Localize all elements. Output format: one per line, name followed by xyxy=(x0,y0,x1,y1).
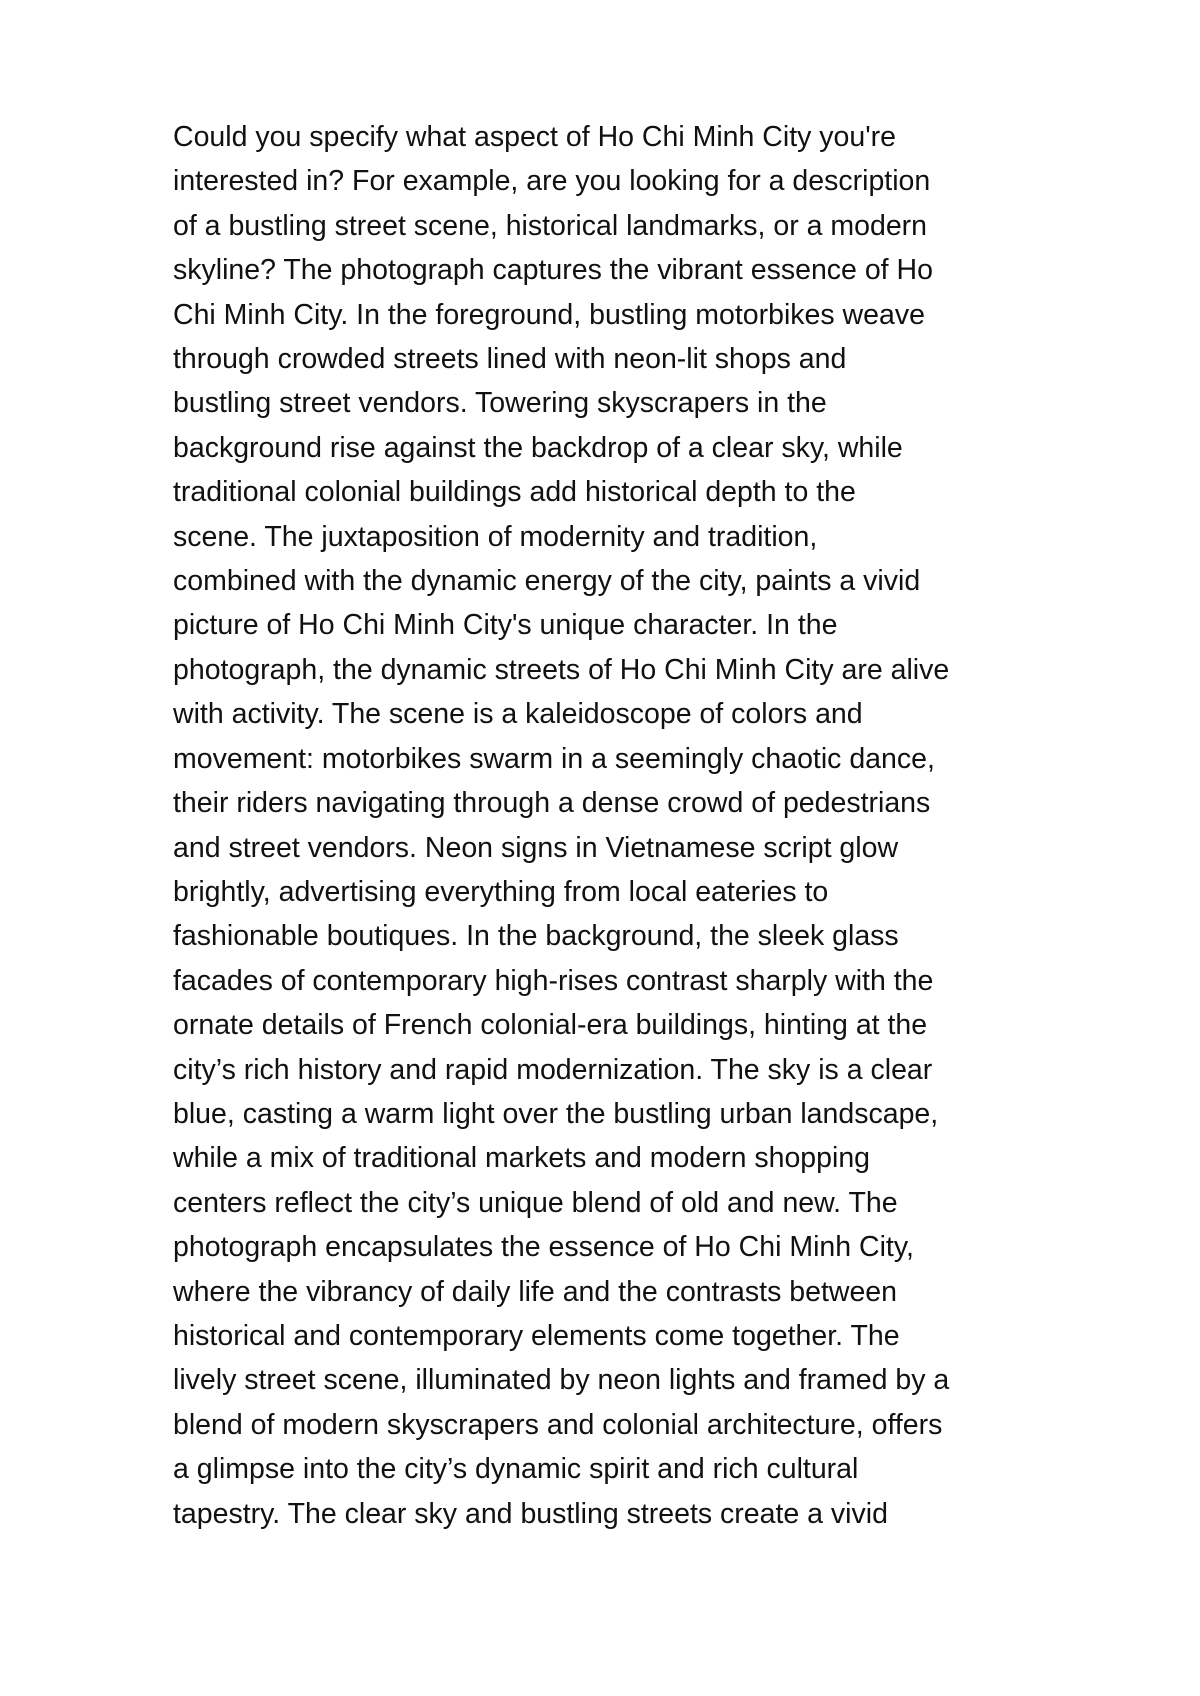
text-line: Chi Minh City. In the foreground, bustling motorbikes weave xyxy=(173,298,925,331)
text-line: skyline? The photograph captures the vibrant essence of Ho xyxy=(173,254,933,287)
text-line: photograph, the dynamic streets of Ho Chi Minh City are alive xyxy=(173,653,950,686)
text-line: while a mix of traditional markets and modern shopping xyxy=(173,1142,871,1175)
text-line: city’s rich history and rapid modernization. The sky is a clear xyxy=(173,1053,933,1086)
text-line: facades of contemporary high-rises contrast sharply with the xyxy=(173,964,934,997)
text-line: blend of modern skyscrapers and colonial architecture, offers xyxy=(173,1408,943,1441)
text-line: their riders navigating through a dense crowd of pedestrians xyxy=(173,787,931,820)
text-line: combined with the dynamic energy of the city, paints a vivid xyxy=(173,565,921,598)
text-line: bustling street vendors. Towering skyscrapers in the xyxy=(173,387,827,420)
text-line: Could you specify what aspect of Ho Chi Minh City you're xyxy=(173,121,897,153)
text-line: centers reflect the city’s unique blend of old and new. The xyxy=(173,1186,898,1219)
text-line: ornate details of French colonial-era buildings, hinting at the xyxy=(173,1009,928,1042)
text-line: brightly, advertising everything from local eateries to xyxy=(173,875,829,908)
text-line: blue, casting a warm light over the bustling urban landscape, xyxy=(173,1097,939,1130)
text-line: with activity. The scene is a kaleidoscope of colors and xyxy=(173,698,863,731)
text-line: scene. The juxtaposition of modernity and tradition, xyxy=(173,520,818,553)
text-line: picture of Ho Chi Minh City's unique character. In the xyxy=(173,609,838,642)
text-line: fashionable boutiques. In the background, the sleek glass xyxy=(173,920,899,953)
text-line: and street vendors. Neon signs in Vietnamese script glow xyxy=(173,831,899,864)
text-line: where the vibrancy of daily life and the contrasts between xyxy=(173,1275,897,1308)
text-line: of a bustling street scene, historical landmarks, or a modern xyxy=(173,209,928,242)
text-line: lively street scene, illuminated by neon lights and framed by a xyxy=(173,1364,950,1397)
text-line: background rise against the backdrop of a clear sky, while xyxy=(173,431,903,464)
text-line: historical and contemporary elements come together. The xyxy=(173,1319,900,1352)
text-line: photograph encapsulates the essence of Ho Chi Minh City, xyxy=(173,1231,914,1264)
text-line: through crowded streets lined with neon-lit shops and xyxy=(173,343,847,376)
text-line: a glimpse into the city’s dynamic spirit and rich cultural xyxy=(173,1453,859,1486)
text-line: movement: motorbikes swarm in a seemingly chaotic dance, xyxy=(173,742,935,775)
text-line: tapestry. The clear sky and bustling streets create a vivid xyxy=(173,1497,888,1530)
text-line: traditional colonial buildings add historical depth to the xyxy=(173,476,856,509)
text-line: interested in? For example, are you looking for a description xyxy=(173,165,931,198)
body-paragraph xyxy=(173,115,1093,1536)
